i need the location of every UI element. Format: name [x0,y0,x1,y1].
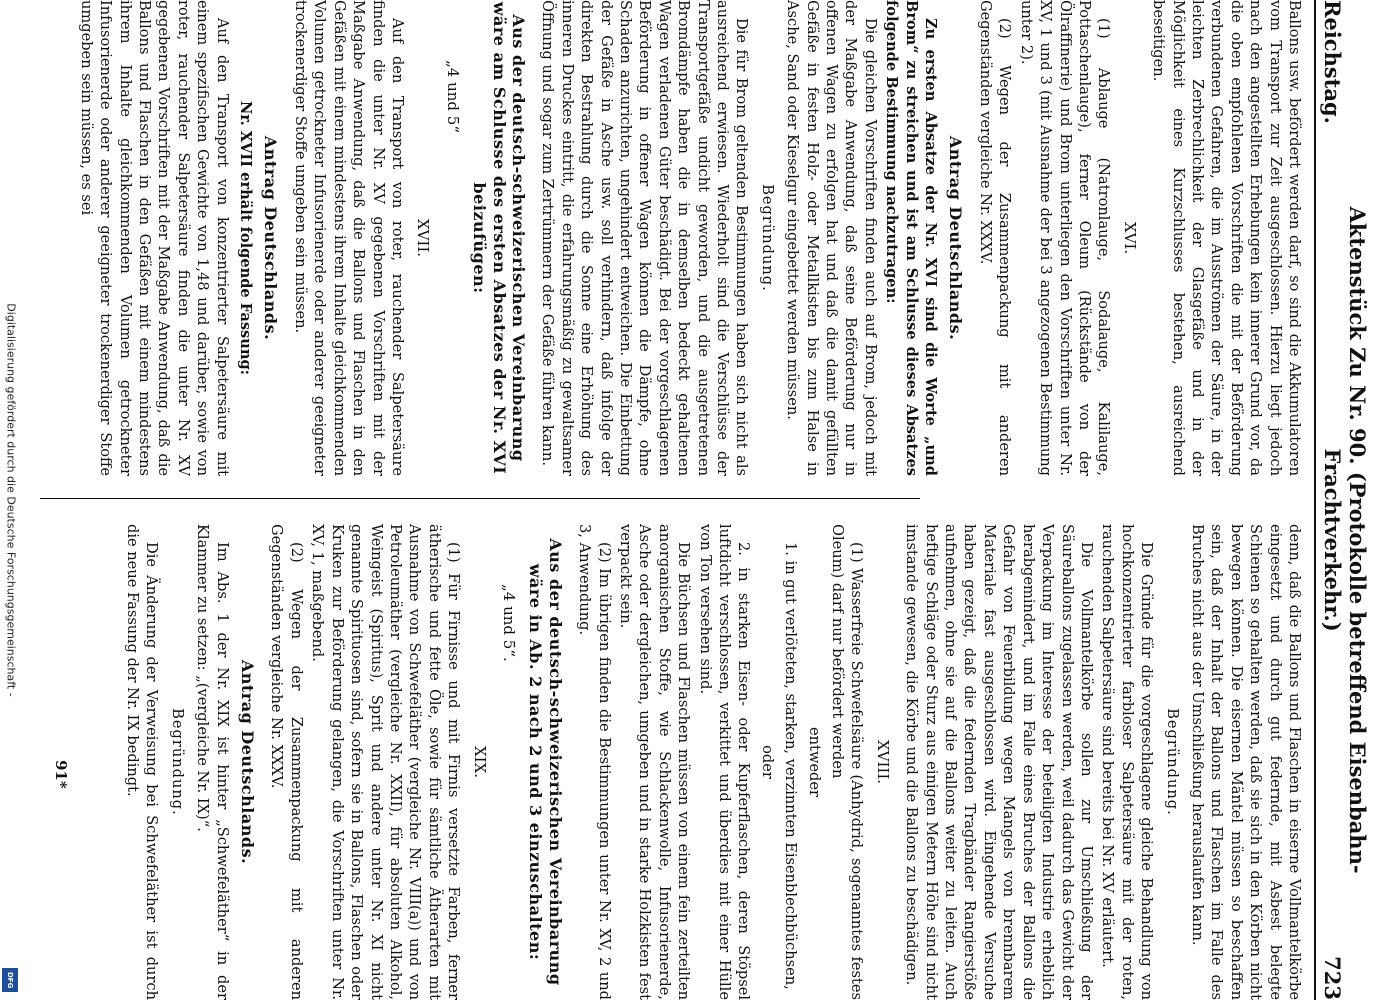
paragraph: (2) Im übrigen finden die Bestimmungen unter Nr. XV, 2 und 3, Anwendung. [576,524,613,1000]
paragraph: Zu ersten Absatze der Nr. XVI sind die Worte „und Brom“ zu streichen und ist am Schlusse dieses Absatzes folgende Bestimmung nachzutragen: [883,0,940,476]
header-title: Aktenstück Zu Nr. 90. (Protokolle betreffend Eisenbahn-Frachtverkehr.) [1320,206,1370,874]
section-heading: Aus der deutsch-schweizerischen Vereinbarung wäre in Ab. 2 nach 2 und 3 einzuschalten: [526,538,565,986]
sheet-mark: 91* [52,760,70,789]
section-heading: Begründung. [758,184,776,292]
paragraph: Die Gründe für die vorgeschlagene gleiche Behandlung von hochkonzentrierter farbloser Salpetersäure mit der roten, rauchenden Salpetersäure sind bereits bei Nr. XV erläutert. [1099,524,1156,1000]
section-number: XVIII. [873,739,892,785]
paragraph: Die Büchsen und Flaschen müssen von einem fein zerteilten anorganischen Stoffe, wie Schlackenwolle, Infusorienerde, Asche oder dergleichen, umgeben und in starke Holzkisten fest verpackt sein. [617,524,693,1000]
section-number: XVII. [414,218,433,258]
paragraph: Im Abs. 1 der Nr. XIX ist hinter „Schwefeläther“ in der Klammer zu setzen: „(vergleiche Nr. IX)“. [194,524,231,1000]
section-heading: Antrag Deutschlands. [238,659,258,865]
paragraph: Die Vollmantelkörbe sollen zur Umschließung der Säureballons zugelassen werden, weil dadurch das Gewicht der Verpackung im Interesse der beteiligten Industrie erheblich herabgemindert, und im Falle eines Bruches der Ballons die Gefahr von Feuerbildung wegen Mangels von brennbarem Materiale fast ausgeschlossen wird. Eingehende Versuche haben gezeigt, daß die federnden Tragbänder Rangierstöße aufnehmen, ohne sie auf die Ballons weiter zu leiten. Auch heftige Schläge oder Sturz aus einigen Metern Höhe sind nicht imstande gewesen, die Körbe und die Ballons zu beschädigen. [903,524,1095,1000]
section-number: XIX. [470,745,489,779]
document-page [30,0,1370,1000]
column-divider [40,498,920,499]
paragraph: denn, daß die Ballons und Flaschen in eiserne Vollmantelkörbe eingesetzt und durch gut federnde, mit Asbest belegte Schienen so gehalten werden, daß sie sich in den Körben nicht bewegen können. Die eisernen Mäntel müssen so beschaffen sein, daß der Inhalt der Ballons und Flaschen im Falle des Bruches nicht aus der Umschließung herauslaufen kann. [1188,524,1303,1000]
paragraph: (1) Ablauge (Natronlauge, Sodalauge, Kalilauge, Pottaschenlauge), ferner Oleum (Rückstände von der Ölraffinerie) und Brom unterliegen den Vorschriften unter Nr. XV, 1 und 3 (mit Ausnahme der bei 3 angezogenen Bestimmung unter 2). [1017,0,1113,476]
paragraph: Die gleichen Vorschriften finden auch auf Brom, jedoch mit der Maßgabe Anwendung, daß seine Beförderung nur in offenen Wagen zu erfolgen hat und daß die damit gefüllten Gefäße in festen Holz- oder Metallkisten bis zum Halse in Asche, Sand oder Kieselgur eingebettet werden müssen. [784,0,879,476]
dfg-logo-icon: DFG [2,968,18,992]
section-heading: Antrag Deutschlands. [946,135,966,341]
section-number: XVI. [1120,221,1139,255]
quote: „4 und 5“ [443,60,462,133]
page-number: 723 [1320,956,1345,1000]
paragraph: Die Änderung der Verweisung bei Schwefeläther ist durch die neue Fassung der Nr. IX bedingt. [124,524,161,1000]
right-column [34,524,1304,1000]
paragraph: (1) Wasserfreie Schwefelsäure (Anhydrid, sogenanntes festes Oleum) darf nur befördert werden [829,524,866,1000]
paragraph: 2. in starken Eisen- oder Kupferflaschen, deren Stöpsel luftdicht verschlossen, verkittet und überdies mit einer Hülle von Ton versehen sind. [696,524,753,1000]
left-column [34,0,1304,476]
digitization-credit: Digitalisierung gefördert durch die Deutsche Forschungsgemeinschaft - [4,303,18,697]
section-heading: Aus der deutsch-schweizerischen Vereinbarung wäre am Schlusse des ersten Absatzes der Nr. XVI beizufügen: [470,1,528,475]
paragraph: (1) Für Firnisse und mit Firnis versetzte Farben, ferner ätherische und fette Öle, sowie für sämtliche Ätherarten mit Ausnahme von Schwefeläther (vergleiche Nr. VIII(a)) und von Petroleumäther (vergleiche Nr. XXII), für absoluten Alkohol, Weingeist (Spiritus), Sprit und andere unter Nr. XI nicht genannte Spirituosen sind, sofern sie in Ballons, Flaschen oder Kruken zur Beförderung gelangen, die Vorschriften unter Nr. XV, 1, maßgebend. [309,524,463,1000]
section-heading: Begründung. [168,708,186,816]
quote: „4 und 5“. [499,584,518,662]
paragraph: (2) Wegen der Zusammenpackung mit anderen Gegenständen vergleiche Nr. XXXV. [268,524,305,1000]
paragraph: oder [758,745,776,779]
paragraph: Nr. XVII erhält folgende Fassung: [237,100,255,376]
section-heading: Begründung. [1163,708,1181,816]
page-header [1314,0,1370,1000]
digitization-sidebar [0,0,22,1000]
paragraph: Ballons usw. befördert werden darf, so sind die Akkumulatoren vom Transport zur Zeit ausgeschlossen. Hierzu liegt jedoch nach den angestellten Erhebungen kein innerer Grund vor, da die oben empfohlenen Vorschriften die mit der Beförderung verbundenen Gefahren, die im Ausströmen der Säure, in der leichten Zerbrechlichkeit der Glasgefäße und in der Möglichkeit eines Kurzschlusses bestehen, ausreichend beseitigen. [1150,0,1303,476]
paragraph: Die für Brom geltenden Bestimmungen haben sich nicht als ausreichend erwiesen. Wiederholt sind die Verschlüsse der Transportgefäße undicht geworden, und die ausgetretenen Bromdämpfe haben die in demselben bedeckt gehaltenen Wagen verladenen Güter beschädigt. Bei der vorgeschlagenen Beförderung in offener Wagen können die Dämpfe, ohne Schaden anzurichten, ungehindert entweichen. Die Einbettung der Gefäße in Asche usw. soll verhindern, daß infolge der direkten Bestrahlung durch die Sonne eine Erhöhung des inneren Druckes eintritt, die erfahrungsmäßig zu gewaltsamer Öffnung und sogar zum Zertrümmern der Gefäße führen kann. [539,0,751,476]
header-left: Reichstag. [1320,0,1345,124]
paragraph: entweder [805,727,823,797]
paragraph: Auf den Transport von roter, rauchender Salpetersäure finden die unter Nr. XV gegebenen Vorschriften mit der Maßgabe Anwendung, daß die Ballons und Flaschen in den Gefäßen mit einem mindestens ihrem Inhalte gleichkommenden Volumen getrockneter Infusorienerde oder anderer geeigneter trockenerdiger Stoffe umgeben sein müssen. [291,0,406,476]
paragraph: 1. in gut verlöteten, starken, verzinnten Eisenblechbüchsen, [782,542,800,990]
paragraph: Auf den Transport von konzentrierter Salpetersäure mit einem spezifischen Gewichte von 1,48 und darüber, sowie von roter, rauchender Salpetersäure finden die unter Nr. XV gegebenen Vorschriften mit der Maßgabe Anwendung, daß die Ballons und Flaschen in den Gefäßen mit einem mindestens ihrem Inhalte gleichkommenden Volumen getrockneter Infusorienerde oder anderer geeigneter trockenerdiger Stoffe umgeben sein müssen, es sei [77,0,231,476]
section-heading: Antrag Deutschlands. [261,135,281,341]
paragraph: (2) Wegen der Zusammenpackung mit anderen Gegenständen vergleiche Nr. XXXV. [976,0,1014,476]
